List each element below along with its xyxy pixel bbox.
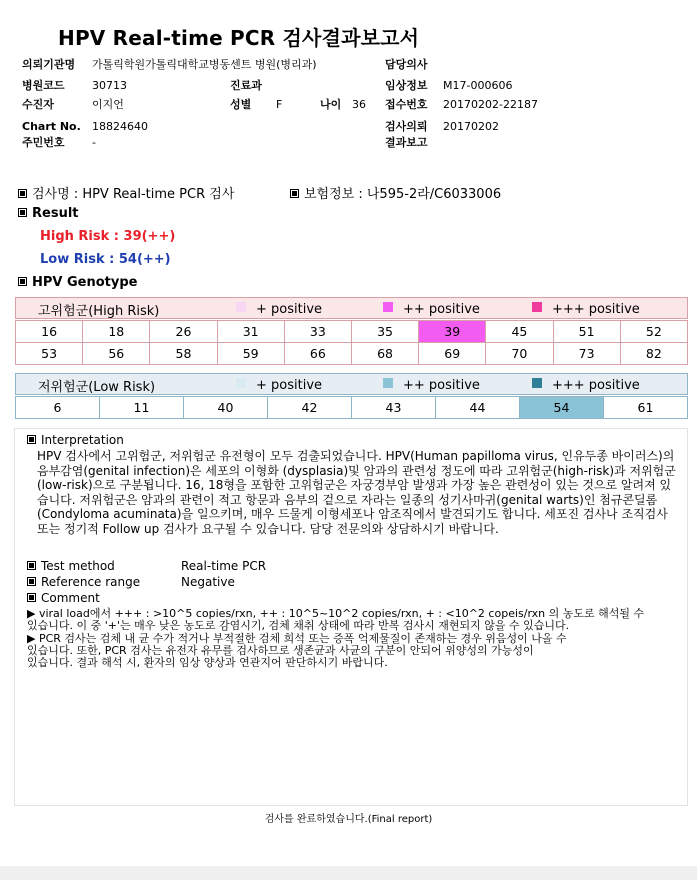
- legend-plus-plus: ++ positive: [403, 302, 480, 317]
- final-report-footer: 검사를 완료하였습니다.(Final report): [264, 814, 433, 825]
- genotype-cell: 66: [284, 343, 351, 365]
- genotype-cell: 40: [184, 397, 268, 419]
- genotype-cell: 6: [16, 397, 100, 419]
- request-date-value: 20170202: [443, 120, 499, 133]
- hospital-code-label: 병원코드: [22, 79, 65, 92]
- plus-plus-plus-swatch: [532, 378, 542, 388]
- genotype-cell: 53: [16, 343, 83, 365]
- checkbox-icon: [27, 593, 36, 602]
- test-method-label: Test method: [41, 559, 115, 573]
- genotype-cell: 73: [553, 343, 620, 365]
- report-title: HPV Real-time PCR 검사결과보고서: [58, 26, 420, 50]
- genotype-cell: 31: [217, 321, 284, 343]
- plus-plus-swatch: [383, 302, 393, 312]
- genotype-cell: 56: [83, 343, 150, 365]
- genotype-cell: 43: [352, 397, 436, 419]
- resident-no-value: -: [92, 136, 96, 149]
- comment-line: 있습니다. 결과 해석 시, 환자의 임상 양상과 연관지어 판단하시기 바랍니다.: [27, 656, 388, 669]
- hospital-code-value: 30713: [92, 79, 127, 92]
- insurance-info: 보험정보 : 나595-2라/C6033006: [304, 187, 502, 202]
- report-label: 결과보고: [385, 136, 428, 149]
- genotype-cell: 26: [150, 321, 217, 343]
- genotype-cell: 69: [419, 343, 486, 365]
- comment-heading-line: [27, 591, 100, 605]
- test-method-line: [27, 559, 266, 573]
- clinical-value: M17-000606: [443, 79, 513, 92]
- receipt-value: 20170202-22187: [443, 98, 538, 111]
- comment-line: ▶ PCR 검사는 검체 내 균 수가 적거나 부적절한 검체 희석 또는 증폭 억제물질이 존재하는 경우 위음성이 나올 수: [27, 632, 567, 645]
- checkbox-icon: [27, 561, 36, 570]
- legend-plus: + positive: [256, 378, 323, 393]
- legend-plus: + positive: [256, 302, 323, 317]
- legend-plus-plus-plus: +++ positive: [552, 378, 640, 393]
- comment-line: 있습니다. 또한, PCR 검사는 유전자 유무를 검사하므로 생존균과 사균의 구분이 안되어 위양성의 가능성이: [27, 644, 534, 657]
- interpretation-heading: Interpretation: [41, 433, 124, 447]
- genotype-cell: 18: [83, 321, 150, 343]
- interpretation-box: [14, 428, 688, 806]
- genotype-cell: 35: [351, 321, 418, 343]
- plus-swatch: [236, 302, 246, 312]
- low-risk-table: [15, 396, 688, 419]
- test-method-value: Real-time PCR: [181, 559, 267, 573]
- test-name: 검사명 : HPV Real-time PCR 검사: [32, 187, 235, 202]
- chart-no-label: Chart No.: [22, 120, 81, 133]
- genotype-cell: 42: [268, 397, 352, 419]
- checkbox-icon: [18, 277, 27, 286]
- high-risk-header: [15, 297, 688, 319]
- genotype-cell: 51: [553, 321, 620, 343]
- sex-label: 성별: [230, 98, 252, 111]
- checkbox-icon: [18, 208, 27, 217]
- chart-no-value: 18824640: [92, 120, 148, 133]
- genotype-heading-line: [18, 275, 137, 290]
- checkbox-icon: [27, 435, 36, 444]
- reference-range-label: Reference range: [41, 575, 141, 589]
- high-risk-table: [15, 320, 688, 365]
- insurance-line: [290, 183, 501, 202]
- plus-swatch: [236, 378, 246, 388]
- receipt-label: 접수번호: [385, 98, 428, 111]
- checkbox-icon: [18, 189, 27, 198]
- genotype-cell: 52: [620, 321, 687, 343]
- genotype-cell: 70: [486, 343, 553, 365]
- patient-value: 이지언: [92, 98, 124, 111]
- comment-line: 있습니다. 이 중 '+'는 매우 낮은 농도로 감염시기, 검체 채취 상태에 따라 반복 검사시 재현되지 않을 수 있습니다.: [27, 619, 570, 632]
- request-date-label: 검사의뢰: [385, 120, 428, 133]
- plus-plus-swatch: [383, 378, 393, 388]
- test-name-line: [18, 183, 234, 202]
- checkbox-icon: [290, 189, 299, 198]
- sex-value: F: [276, 98, 283, 111]
- genotype-cell: 59: [217, 343, 284, 365]
- genotype-cell: 16: [16, 321, 83, 343]
- high-risk-result: High Risk : 39(++): [40, 229, 176, 244]
- result-heading: Result: [32, 206, 79, 221]
- legend-plus-plus: ++ positive: [403, 378, 480, 393]
- clinical-label: 임상정보: [385, 79, 428, 92]
- genotype-cell: 68: [351, 343, 418, 365]
- genotype-cell: 58: [150, 343, 217, 365]
- genotype-cell: 39: [419, 321, 486, 343]
- high-risk-label: 고위험군(High Risk): [38, 304, 160, 319]
- bottom-bar: [0, 866, 697, 880]
- dept-label: 진료과: [230, 79, 262, 92]
- genotype-cell: 33: [284, 321, 351, 343]
- genotype-cell: 82: [620, 343, 687, 365]
- legend-plus-plus-plus: +++ positive: [552, 302, 640, 317]
- genotype-cell: 54: [520, 397, 604, 419]
- genotype-cell: 61: [604, 397, 688, 419]
- doctor-label: 담당의사: [385, 58, 428, 71]
- interpretation-heading-line: [27, 433, 124, 447]
- age-value: 36: [352, 98, 366, 111]
- genotype-heading: HPV Genotype: [32, 275, 138, 290]
- result-heading-line: [18, 206, 79, 221]
- comment-line: ▶ viral load에서 +++ : >10^5 copies/rxn, ++ : 10^5~10^2 copies/rxn, + : <10^2 copeis/rxn 의 농도로 해석될 수: [27, 607, 645, 620]
- reference-range-line: [27, 575, 235, 589]
- comment-heading: Comment: [41, 591, 100, 605]
- genotype-cell: 45: [486, 321, 553, 343]
- institution-label: 의뢰기관명: [22, 58, 76, 71]
- resident-no-label: 주민번호: [22, 136, 65, 149]
- patient-label: 수진자: [22, 98, 54, 111]
- interpretation-text: HPV 검사에서 고위험군, 저위험군 유전형이 모두 검출되었습니다. HPV(Human papilloma virus, 인유두종 바이러스)의 음부감염(genital infection)은 세포의 이형화 (dysplasia)및 암과의 관련성 정도에 따라 고위험군(high-risk)과 저위험군(low-risk)으로 구분됩니다. 16, 18형을 포함한 고위험군은 자궁경부암 발생과 가장 높은 관련성이 있는 것으로 알려져 있습니다. 저위험군은 암과의 관련이 적고 항문과 음부의 겉으로 자라는 일종의 성기사마귀(genital warts)인 첨규콘딜롬(Condyloma acuminata)을 일으키며, 매우 드물게 이형세포나 암조직에서 발견되기도 합니다. 세포진 검사나 조직검사 또는 정기적 Follow up 검사가 요구될 수 있습니다. 담당 전문의와 상담하시기 바랍니다.: [37, 449, 676, 536]
- checkbox-icon: [27, 577, 36, 586]
- plus-plus-plus-swatch: [532, 302, 542, 312]
- institution-value: 가톨릭학원가톨릭대학교병동센트 병원(병리과): [92, 58, 317, 71]
- age-label: 나이: [320, 98, 342, 111]
- low-risk-label: 저위험군(Low Risk): [38, 380, 156, 395]
- low-risk-result: Low Risk : 54(++): [40, 252, 171, 267]
- genotype-cell: 44: [436, 397, 520, 419]
- reference-range-value: Negative: [181, 575, 235, 589]
- low-risk-header: [15, 373, 688, 395]
- genotype-cell: 11: [100, 397, 184, 419]
